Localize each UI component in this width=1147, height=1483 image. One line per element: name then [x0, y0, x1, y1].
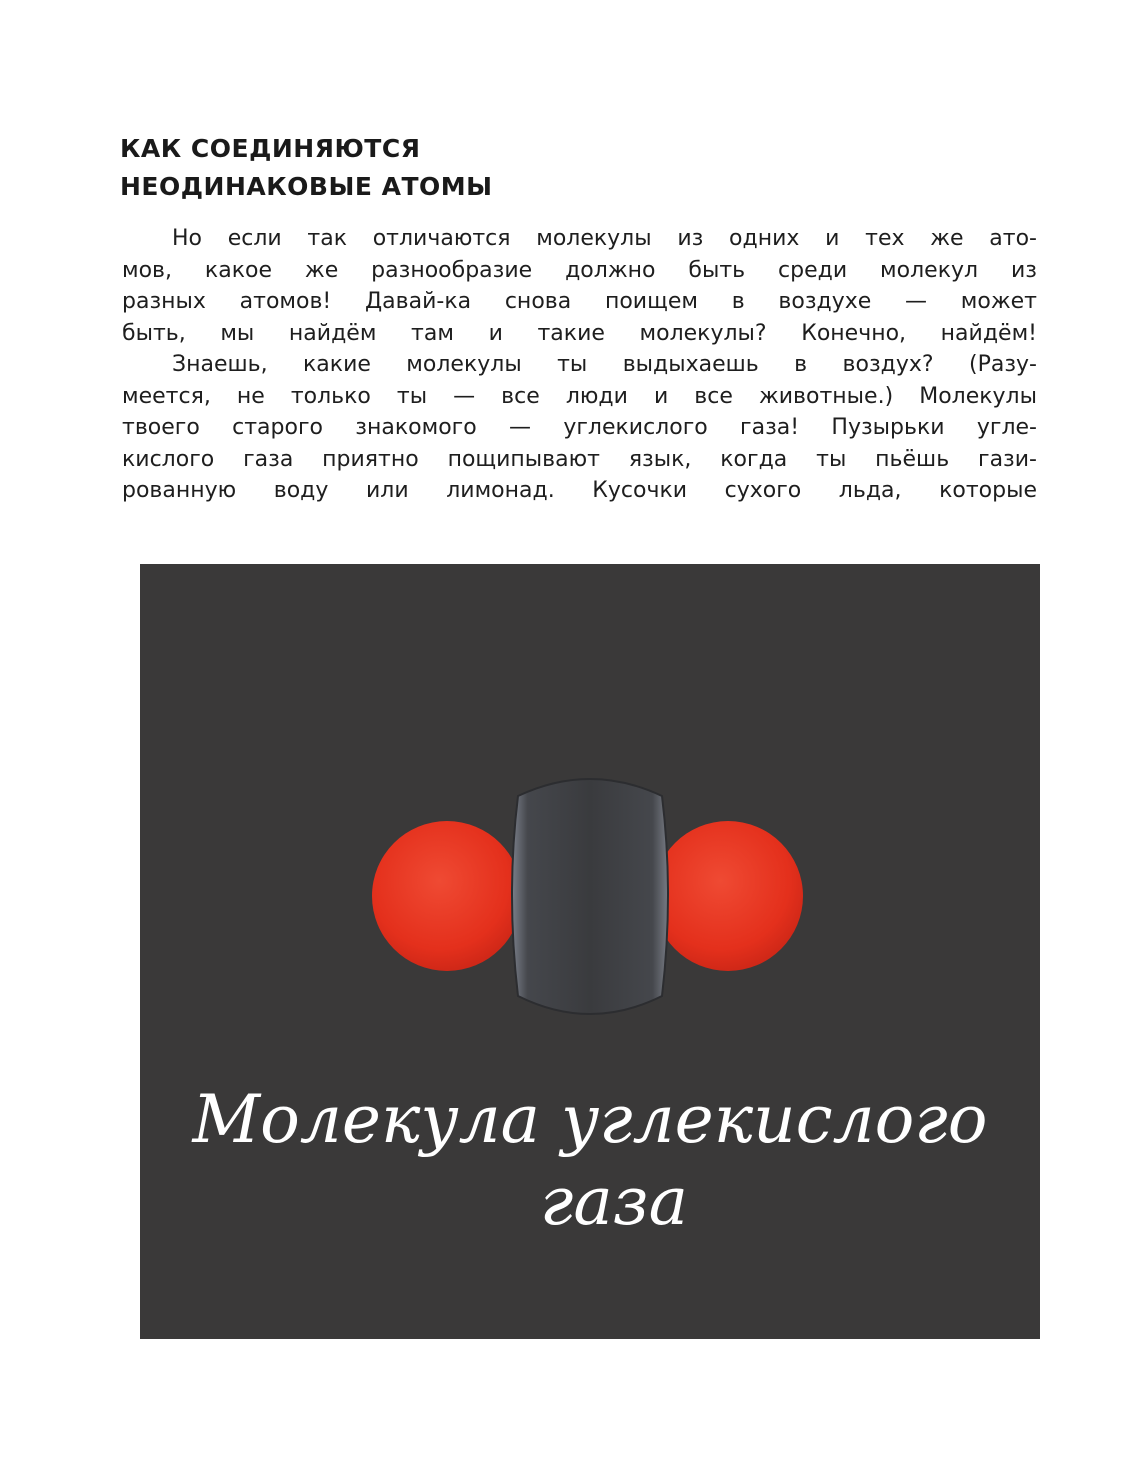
- carbon-atom: [512, 779, 668, 1014]
- caption-line-1: Молекула углекислого: [192, 1081, 988, 1158]
- co2-molecule-illustration: [140, 564, 1040, 1339]
- body-paragraphs: [122, 223, 1037, 507]
- heading-line-2: НЕОДИНАКОВЫЕ АТОМЫ: [120, 172, 493, 201]
- heading-line-1: КАК СОЕДИНЯЮТСЯ: [120, 134, 421, 163]
- text-line: меется, не только ты — все люди и все животные.) Молекулы: [122, 383, 1037, 409]
- section-heading: [120, 130, 493, 206]
- text-line: твоего старого знакомого — углекислого газа! Пузырьки угле-: [122, 415, 1037, 440]
- text-line: Но если так отличаются молекулы из одних и тех же ато-: [172, 226, 1037, 251]
- oxygen-atom-right: [653, 821, 803, 971]
- oxygen-atom-left: [372, 821, 522, 971]
- text-line: Знаешь, какие молекулы ты выдыхаешь в воздух? (Разу-: [172, 352, 1037, 377]
- text-line: разных атомов! Давай-ка снова поищем в воздухе — может: [122, 289, 1037, 314]
- text-line: мов, какое же разнообразие должно быть среди молекул из: [122, 257, 1037, 283]
- text-line: быть, мы найдём там и такие молекулы? Конечно, найдём!: [122, 320, 1037, 346]
- text-line: рованную воду или лимонад. Кусочки сухого льда, которые: [122, 478, 1037, 503]
- text-line: кислого газа приятно пощипывают язык, когда ты пьёшь гази-: [122, 446, 1037, 472]
- caption-line-2: газа: [539, 1163, 689, 1240]
